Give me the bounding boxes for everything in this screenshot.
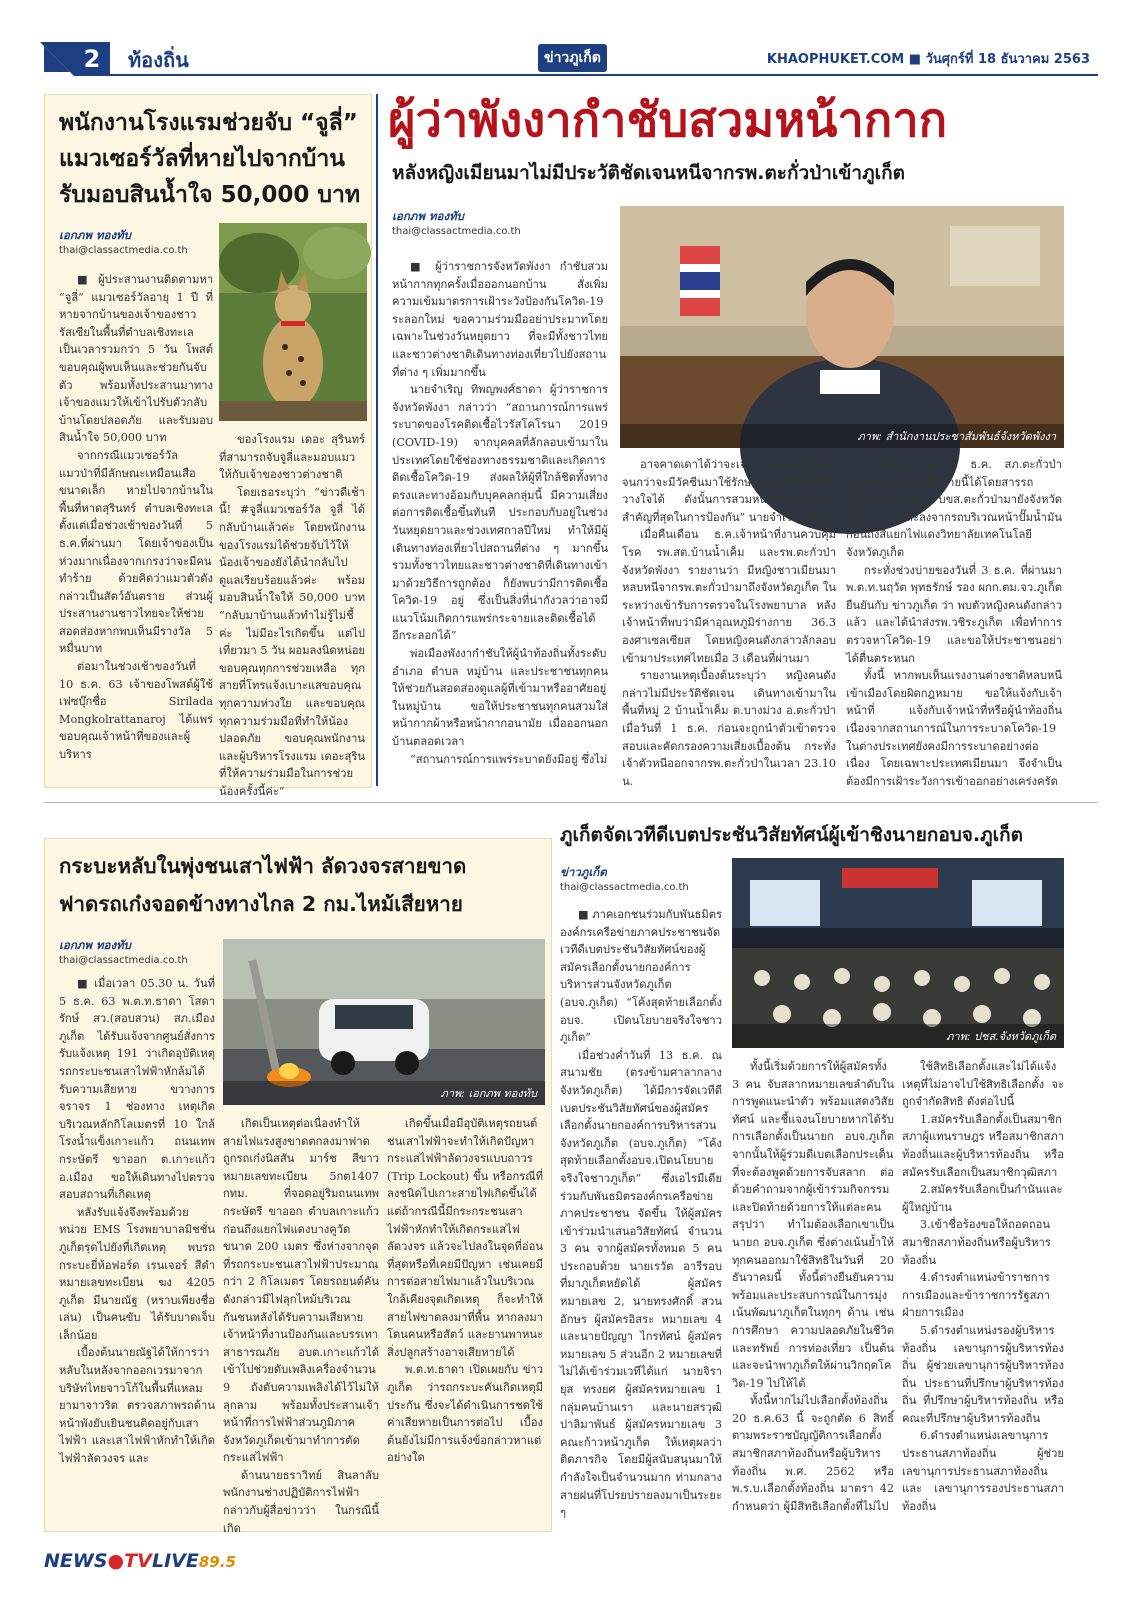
main-body-col3: จากนั้นเช้าวันที่ 2 ธ.ค. สภ.ตะกั่วป่า ตรวจสอบพบว่าหญิงรายนี้ได้โดยสารรถประจำทางจาก บขส.ตะกั่วป่ามายังจังหวัดภูเก็ต และลงจากรถบริเวณหน้าปั๊มน้ำมัน ก่อนถึงสี่แยกไฟแดงวิทยาลัยเทคโนโลยี จังหวัดภูเก็ต กระทั่งช่วงบ่ายของวันที่ 3 ธ.ค. ที่ผ่านมา พ.ต.ท.นฤวัต พุทธรักษ์ รอง ผกก.ตม.จว.ภูเก็ต ยืนยันกับ ข่าวภูเก็ต ว่า พบตัวหญิงคนดังกล่าวแล้ว และได้นำส่งรพ.วชิระภูเก็ต เพื่อทำการตรวจหาโควิด-19 และขอให้ประชาชนอย่าได้ตื่นตระหนก ทั้งนี้ หากพบเห็นแรงงานต่างชาติหลบหนีเข้าเมืองโดยผิดกฎหมาย ขอให้แจ้งกับเจ้าหน้าที่ แจ้งกับเจ้าหน้าที่หรือผู้นำท้องถิ่น เนื่องจากสถานการณ์ในการระบาดโควิด-19 ในต่างประเทศยังคงมีการระบาดอย่างต่อเนื่อง โดยเฉพาะประเทศเมียนมา จึงจำเป็นต้องมีการเฝ้าระวังการเข้าออกอย่างเคร่งครัด (846, 458, 1062, 788)
byline-email[interactable]: thai@classactmedia.co.th (392, 226, 521, 237)
debate-photo-caption: ภาพ: ปชส.จังหวัดภูเก็ต (732, 1024, 1064, 1048)
live-radio-logo: LIVE89.5 (152, 1550, 236, 1572)
site-url: KHAOPHUKET.COM (766, 52, 905, 67)
crash-headline: กระบะหลับในพุ่งชนเสาไฟฟ้า ลัดวงจรสายขาด ฟาดรถเก๋งจอดข้างทางไกล 2 กม.ไหม้เสียหาย (59, 854, 467, 916)
debate-body-col1: ■ ภาคเอกชนร่วมกับพันธมิตรองค์กรเครือข่ายภาคประชาชนจัดเวทีดีเบตประชันวิสัยทัศน์ของผู้สมัครเลือกตั้งนายกองค์การบริหารส่วนจังหวัดภูเก็ต (อบจ.ภูเก็ต) “โค้งสุดท้ายเลือกตั้ง อบจ. เปิดนโยบายจริงใจชาวภูเก็ต” เมื่อช่วงค่ำวันที่ 13 ธ.ค. ณ สนามชัย (ตรงข้ามศาลากลางจังหวัดภูเก็ต) ได้มีการจัดเวทีดีเบตประชันวิสัยทัศน์ของผู้สมัครเลือกตั้งนายกองค์การบริหารส่วนจังหวัดภูเก็ต (อบจ.ภูเก็ต) “โค้งสุดท้ายเลือกตั้งอบจ.เปิดนโยบายจริงใจชาวภูเก็ต” ซึ่งเอไรมีเดียร่วมกับพันธมิตรองค์กรเครือข่ายภาคประชาชน จัดขึ้น ให้ผู้สมัครเข้าร่วมนำเสนอวิสัยทัศน์ จำนวน 3 คน จากผู้สมัครทั้งหมด 5 คน ประกอบด้วย นายเรวัต อารีรอบ ที่มาภูเก็ตหยัดได้ ผู้สมัครหมายเลข 2, นายทรงศักดิ์ สวนอักษร ผู้สมัครอิสระ หมายเลข 4 และนายปัญญา ไกรทัศน์ ผู้สมัครหมายเลข 5 ส่วนอีก 2 หมายเลขที่ไม่ได้เข้าร่วมเวทีได้แก่ นายจิรายุส ทรงยศ ผู้สมัครหมายเลข 1 กลุ่มคนบ้านเรา และนายสรวุฒิ ปาลิมาพันธ์ ผู้สมัครหมายเลข 3 คณะก้าวหน้าภูเก็ต ให้เหตุผลว่าติดภารกิจ โดยมีผู้สนับสนุนมาให้กำลังใจเป็นจำนวนมาก ท่ามกลางสายฝนที่โปรยปรายลงมาเป็นระยะ ๆ (560, 908, 722, 1520)
serval-byline (59, 227, 188, 256)
issue-date: วันศุกร์ที่ 18 ธันวาคม 2563 (925, 52, 1090, 67)
column-divider (376, 94, 378, 786)
page-number: 2 (83, 45, 101, 73)
newstv-logo-mark: ● (107, 1550, 125, 1572)
governor-photo-caption: ภาพ: สำนักงานประชาสัมพันธ์จังหวัดพังงา (620, 424, 1064, 448)
page-number-badge (74, 42, 110, 76)
page-header (40, 42, 1098, 76)
serval-body-col1: ■ ผู้ประสานงานติดตามหา “จูลี่” แมวเซอร์วัลอายุ 1 ปี ที่หายจากบ้านของเจ้าของชาวรัสเซียในพื้นที่ตำบลเชิงทะเล เป็นเวลารวมกว่า 5 วัน โพสต์ขอบคุณผู้พบเห็นและช่วยกันจับตัว พร้อมทั้งประสานมาทางเจ้าของแมวให้เข้าไปรับตัวกลับบ้านโดยปลอดภัย และรับมอบสินน้ำใจ 50,000 บาท จากกรณีแมวเซอร์วัล แมวป่าที่มีลักษณะเหมือนเสือขนาดเล็ก หายไปจากบ้านในพื้นที่หาดสุรินทร์ ตำบลเชิงทะเล ตั้งแต่เมื่อช่วงเช้าของวันที่ 5 ธ.ค.ที่ผ่านมา โดยเจ้าของเป็นห่วงมากเนื่องจากเกรงว่าจะมีคนทำร้าย ด้วยคิดว่าแมวตัวดังกล่าวเป็นสัตว์อันตราย ส่วนผู้ประสานงานชาวไทยจะให้ช่วยสอดส่องหากพบเห็นมีรางวัล 5 หมื่นบาท ต่อมาในช่วงเช้าของวันที่ 10 ธ.ค. 63 เจ้าของโพสต์ผู้ใช้เฟซบุ๊กชื่อ Sirilada Mongkolrattanaroj ได้แพร่ขอบคุณเจ้าหน้าที่ของและผู้บริหาร (59, 273, 213, 762)
main-subheadline: หลังหญิงเมียนมาไม่มีประวัติชัดเจนหนีจากรพ.ตะกั่วป่าเข้าภูเก็ต (392, 162, 905, 184)
crash-body-col3: เกิดขึ้นเมื่อมีอุบัติเหตุรถยนต์ชนเสาไฟฟ้าจะทำให้เกิดปัญหากระแสไฟฟ้าลัดวงจรแบบถาวร (Trip Lockout) ขึ้น หรือกรณีที่ลงชนิดไปเกาะสายไฟเกิดขึ้นได้ แต่ถ้ากรณีนี้มีกระกระชนเสาไฟฟ้าหักทำให้เกิดกระแสไฟลัดวงจร แล้วจะไปลงในจุดที่อ่อนที่สุดหรือที่เคยมีปัญหา เช่นเคยมีการต่อสายไฟมาแล้วในบริเวณใกล้เคียงจุดเกิดเหตุ ก็จะทำให้สายไฟขาดลงมาที่พื้น หากลงมาโดนคนหรือสัตว์ และยานพาหนะสิ่งปลูกสร้างอาจเสียหายได้ พ.ต.ท.ธาดา เปิดเผยกับ ข่าวภูเก็ต ว่ารถกระบะคันเกิดเหตุมีประกัน ซึ่งจะได้ดำเนินการชดใช้ค่าเสียหายเป็นการต่อไป เบื้องต้นยังไม่มีการแจ้งข้อกล่าวหาแต่อย่างใด (387, 1117, 543, 1465)
serval-photo-image (219, 223, 367, 421)
debate-photo (732, 858, 1064, 1048)
crash-body-col1: ■ เมื่อเวลา 05.30 น. วันที่ 5 ธ.ค. 63 พ.ต.ท.ธาดา โสดารักษ์ สว.(สอบสวน) สภ.เมืองภูเก็ต ได้รับแจ้งจากศูนย์สั่งการรับแจ้งเหตุ 191 ว่าเกิดอุบัติเหตุรถกระบะชนเสาไฟฟ้าหักล้มได้รับความเสียหาย ขวางการจราจร 1 ช่องทาง เหตุเกิดบริเวณหลักกิโลเมตรที่ 10 ใกล้โรงน้ำแข็งเกาะแก้ว ถนนเทพกระษัตรี ขาออก ต.เกาะแก้ว อ.เมือง ขอให้เดินทางไปตรวจสอบสถานที่เกิดเหตุ หลังรับแจ้งจึงพร้อมด้วยหน่วย EMS โรงพยาบาลมิชชั่นภูเก็ตรุดไปยังที่เกิดเหตุ พบรถกระบะยี่ห้อฟอร์ด เรนเจอร์ สีดำหมายเลขทะเบียน ฆง 4205 ภูเก็ต มีนายณัฐ (หราบเพียงชื่อเล่น) เป็นคนขับ ได้รับบาดเจ็บเล็กน้อย เบื้องต้นนายณัฐได้ให้การว่าหลับในหลังจากออกเวรมาจากบริษัทไทยจาวโก้ในพื้นที่แหลมยามาจาวริต ตรวจสภาพรถด้านหน้าพังยับเยินชนติดอยู่กับเสาไฟฟ้า และเสาไฟฟ้าหักทำให้เกิดไฟฟ้าลัดวงจร และ (59, 977, 215, 1466)
main-body-col2: อาจคาดเดาได้ว่าจะเจอกับตัวเองเมื่อไหร่ จนกว่าจะมีวัคซีนมาใช้รักษาแล้วเท่านั้นถึงจะวางใจได้ ดังนั้นการสวมหน้ากากจึงเป็นสิ่งสำคัญที่สุดในการป้องกัน” นายจำเริญ กล่าว เมื่อคืนเดือน ธ.ค.เจ้าหน้าที่งานควบคุมโรค รพ.สต.บ้านน้ำเค็ม และรพ.ตะกั่วป่า จังหวัดพังงา รายงานว่า มีหญิงชาวเมียนมาหลบหนีจากรพ.ตะกั่วป่ามาถึงจังหวัดภูเก็ต ในระหว่างเข้ารับการตรวจในโรงพยาบาล หลังเจ้าหน้าที่พบว่ามีค่าอุณหภูมิร่างกาย 36.3 องศาเซลเซียส โดยหญิงคนดังกล่าวลักลอบเข้ามาประเทศไทยเมื่อ 3 เดือนที่ผ่านมา รายงานเหตุเบื้องต้นระบุว่า หญิงคนดังกล่าวไม่มีประวัติชัดเจน เดินทางเข้ามาในพื้นที่หมู่ 2 บ้านน้ำเค็ม ต.บางม่วง อ.ตะกั่วป่า เมื่อวันที่ 1 ธ.ค. ก่อนจะถูกนำตัวเข้าตรวจสอบและคัดกรองความเสี่ยงเบื้องต้น กระทั่งเจ้าตัวหนีออกจากรพ.ตะกั่วป่าในเวลา 23.10 น. (622, 458, 836, 788)
byline-name: เอกภพ ทองทับ (392, 209, 464, 223)
crash-byline (59, 937, 188, 966)
footer (40, 1544, 1098, 1584)
main-byline (392, 208, 521, 237)
serval-body-col2: ของโรงแรม เดอะ สุรินทร์ ที่สามารถจับจูลี่และมอบแมวให้กับเจ้าของชาวต่างชาติ โดยเธอระบุว่า “ข่าวดีเช้านี้! #จูลี่แมวเซอร์วัล จูลี่ ได้กลับบ้านแล้วค่ะ โดยพนักงานของโรงแรมได้ช่วยจับไว้ให้น้องเจ้าของยังได้นำกลับไปดูแลเรียบร้อยแล้วค่ะ พร้อมมอบสินน้ำใจให้ 50,000 บาท “กลับมาบ้านแล้วทำไม่รู้ไม่ชี้ค่ะ ไม่มีอะไรเกิดขึ้น แต่ไปเที่ยวมา 5 วัน ผอมลงนิดหน่อย ขอบคุณทุกการช่วยเหลือ ทุกสายที่โทรแจ้งเบาะแสขอบคุณทุกความห่วงใย และขอบคุณทุกความร่วมมือที่ทำให้น้องปลอดภัย ขอบคุณพนักงานและผู้บริหารโรงแรม เดอะสุริน ที่ให้ความร่วมมือในการช่วยน้องครั้งนี้ค่ะ” (219, 433, 365, 798)
byline-email[interactable]: thai@classactmedia.co.th (560, 882, 689, 893)
crash-photo (223, 939, 545, 1105)
debate-byline (560, 864, 689, 893)
square-bullet-icon: ■ (908, 52, 922, 67)
byline-email[interactable]: thai@classactmedia.co.th (59, 955, 188, 966)
newstv-logo: NEWS●TV (44, 1550, 152, 1572)
article-serval-box (44, 94, 372, 798)
header-site-date (767, 48, 1090, 69)
governor-photo-image (620, 206, 1064, 448)
article-crash-box (44, 838, 552, 1535)
debate-headline: ภูเก็ตจัดเวทีดีเบตประชันวิสัยทัศน์ผู้เข้าชิงนายกอบจ.ภูเก็ต (560, 824, 1024, 846)
section-title: ท้องถิ่น (128, 48, 189, 72)
corner-triangle-icon (40, 42, 74, 76)
main-headline: ผู้ว่าพังงากำชับสวมหน้ากาก (388, 93, 948, 148)
header-underline (74, 74, 1098, 76)
governor-photo (620, 206, 1064, 448)
section-divider (44, 802, 1098, 803)
crash-photo-caption: ภาพ: เอกภพ ทองทับ (223, 1081, 545, 1105)
serval-headline: พนักงานโรงแรมช่วยจับ “จูลี่” แมวเซอร์วัลที่หายไปจากบ้าน รับมอบสินน้ำใจ 50,000 บาท (59, 110, 361, 208)
main-body-col1: ■ ผู้ว่าราชการจังหวัดพังงา กำชับสวมหน้ากากทุกครั้งเมื่อออกนอกบ้าน สั่งเพิ่มความเข้มมาตรการเฝ้าระวังป้องกันโควิด-19 ระลอกใหม่ ขอความร่วมมืออย่าประมาทโดยเฉพาะในช่วงวันหยุดยาว ที่จะมีทั้งชาวไทยและชาวต่างชาติเดินทางท่องเที่ยวไปยังสถานที่ต่าง ๆ เพิ่มมากขึ้น นายจำเริญ ทิพญพงศ์ธาดา ผู้ว่าราชการจังหวัดพังงา กล่าวว่า “สถานการณ์การแพร่ระบาดของโรคติดเชื้อไวรัสโคโรนา 2019 (COVID-19) จากบุคคลที่ลักลอบเข้ามาในประเทศโดยใช้ช่องทางธรรมชาติและเกิดการติดเชื้อโควิด-19 ส่งผลให้ผู้ที่ใกล้ชิดทั้งทางตรงและทางอ้อมกับบุคคลกลุ่มนี้ มีความเสี่ยงต่อการติดเชื้อขึ้นทันที ประกอบกับอยู่ในช่วงวันหยุดยาวและช่วงเทศกาลปีใหม่ ทำให้มีผู้เดินทางท่องเที่ยวไปสถานที่ต่าง ๆ มากขึ้น รวมทั้งชาวไทยและชาวต่างชาติที่เดินทางเข้ามาด้วยวิธีการถูกต้อง ก็ยังพบว่ามีการติดเชื้อโควิด-19 อยู่ ซึ่งเป็นสิ่งที่น่ากังวลว่าอาจมีแนวโน้มเกิดการแพร่กระจายและติดเชื้อได้อีกระลอกได้” พ่อเมืองพังงากำชับให้ผู้นำท้องถิ่นทั้งระดับอำเภอ ตำบล หมู่บ้าน และประชาชนทุกคน ให้ช่วยกันสอดส่องดูแลผู้ที่เข้ามาหรืออาศัยอยู่ในหมู่บ้าน ขอให้ประชาชนทุกคนสวมใส่หน้ากากผ้าหรือหน้ากากอนามัย เมื่อออกนอกบ้านตลอดเวลา “สถานการณ์การแพร่ระบาดยังมีอยู่ ซึ่งไม่ (392, 260, 608, 766)
serval-photo (219, 223, 367, 421)
byline-email[interactable]: thai@classactmedia.co.th (59, 245, 188, 256)
byline-name: เอกภพ ทองทับ (59, 228, 131, 242)
debate-photo-image (732, 858, 1064, 1048)
masthead-logo: ข่าวภูเก็ต (538, 44, 607, 72)
debate-body-col2: ทั้งนี้เริ่มด้วยการให้ผู้สมัครทั้ง 3 คน จับสลากหมายเลขลำดับในการพูดแนะนำตัว พร้อมแสดงวิสัยทัศน์ และชี้แจงนโยบายหากได้รับการเลือกตั้งเป็นนายก อบจ.ภูเก็ต จากนั้นให้ผู้ร่วมดีเบตเลือกประเด็นที่จะต้องพูดด้วยการจับสลาก ต่อด้วยคำถามจากผู้เข้าร่วมกิจกรรมและปิดท้ายด้วยการให้แต่ละคนสรุปว่า ทำไมต้องเลือกเขาเป็นนายก อบจ.ภูเก็ต ซึ่งต่างเน้นย้ำให้ทุกคนออกมาใช้สิทธิในวันที่ 20 ธันวาคมนี้ ทั้งนี้ต่างยืนยันความพร้อมและประสบการณ์ในการมุ่งเน้นพัฒนาภูเก็ตในทุกๆ ด้าน เช่น การศึกษา ความปลอดภัยในชีวิตและทรัพย์ การท่องเที่ยว เป็นต้น และจะนำพาภูเก็ตให้ผ่านวิกฤตโควิด-19 ไปให้ได้ ทั้งนี้หากไม่ไปเลือกตั้งท้องถิ่น 20 ธ.ค.63 นี้ จะถูกตัด 6 สิทธิ์ ตามพระราชบัญญัติการเลือกตั้งสมาชิกสภาท้องถิ่นหรือผู้บริหารท้องถิ่น พ.ศ. 2562 หรือ พ.ร.บ.เลือกตั้งท้องถิ่น มาตรา 42 กำหนดว่า ผู้มีสิทธิเลือกตั้งที่ไม่ไป (732, 1060, 894, 1513)
byline-name: ข่าวภูเก็ต (560, 865, 607, 879)
byline-name: เอกภพ ทองทับ (59, 938, 131, 952)
crash-body-col2: เกิดเป็นเหตุต่อเนื่องทำให้สายไฟแรงสูงขาดตกลงมาฟาดถูกรถเก๋งนิสสัน มาร์ช สีขาวหมายเลขทะเบียน 5กต1407 กทม. ที่จอดอยู่ริมถนนเทพกระษัตรี ขาออก ตำบลเกาะแก้ว ก่อนถึงแยกไฟแดงบางคูวัดขนาด 200 เมตร ซึ่งห่างจากจุดที่รถกระบะชนเสาไฟฟ้าประมาณกว่า 2 กิโลเมตร โดยรถยนต์คันดังกล่าวมีไฟลุกไหม้บริเวณกันชนหลังได้รับความเสียหาย เจ้าหน้าที่งานป้องกันและบรรเทาสาธารณภัย อบต.เกาะแก้วได้เข้าไปช่วยดับเพลิงเครื่องจำนวน 9 ถังดับความเพลิงได้ไว้ไม่ให้ลุกลาม พร้อมทั้งประสานเจ้าหน้าที่การไฟฟ้าส่วนภูมิภาคจังหวัดภูเก็ตเข้ามาทำการตัดกระแสไฟฟ้า ด้านนายธราวิทย์ สินลาลับ พนักงานช่างปฏิบัติการไฟฟ้า กล่าวกับผู้สื่อข่าวว่า ในกรณีนี้เกิด (223, 1117, 379, 1535)
debate-body-col3: ใช้สิทธิเลือกตั้งและไม่ได้แจ้งเหตุที่ไม่อาจไปใช้สิทธิเลือกตั้ง จะถูกจำกัดสิทธิ ดังต่อไปนี้ 1.สมัครรับเลือกตั้งเป็นสมาชิกสภาผู้แทนราษฎร หรือสมาชิกสภาท้องถิ่นและผู้บริหารท้องถิ่น หรือสมัครรับเลือกเป็นสมาชิกวุฒิสภา 2.สมัครรับเลือกเป็นกำนันและผู้ใหญ่บ้าน 3.เข้าชื่อร้องขอให้ถอดถอนสมาชิกสภาท้องถิ่นหรือผู้บริหารท้องถิ่น 4.ดำรงตำแหน่งข้าราชการการเมืองและข้าราชการรัฐสภาฝ่ายการเมือง 5.ดำรงตำแหน่งรองผู้บริหารท้องถิ่น เลขานุการผู้บริหารท้องถิ่น ผู้ช่วยเลขานุการผู้บริหารท้องถิ่น ประธานที่ปรึกษาผู้บริหารท้องถิ่น ที่ปรึกษาผู้บริหารท้องถิ่น หรือคณะที่ปรึกษาผู้บริหารท้องถิ่น 6.ดำรงตำแหน่งเลขานุการประธานสภาท้องถิ่น ผู้ช่วยเลขานุการประธานสภาท้องถิ่น และ เลขานุการรองประธานสภาท้องถิ่น (902, 1060, 1064, 1513)
